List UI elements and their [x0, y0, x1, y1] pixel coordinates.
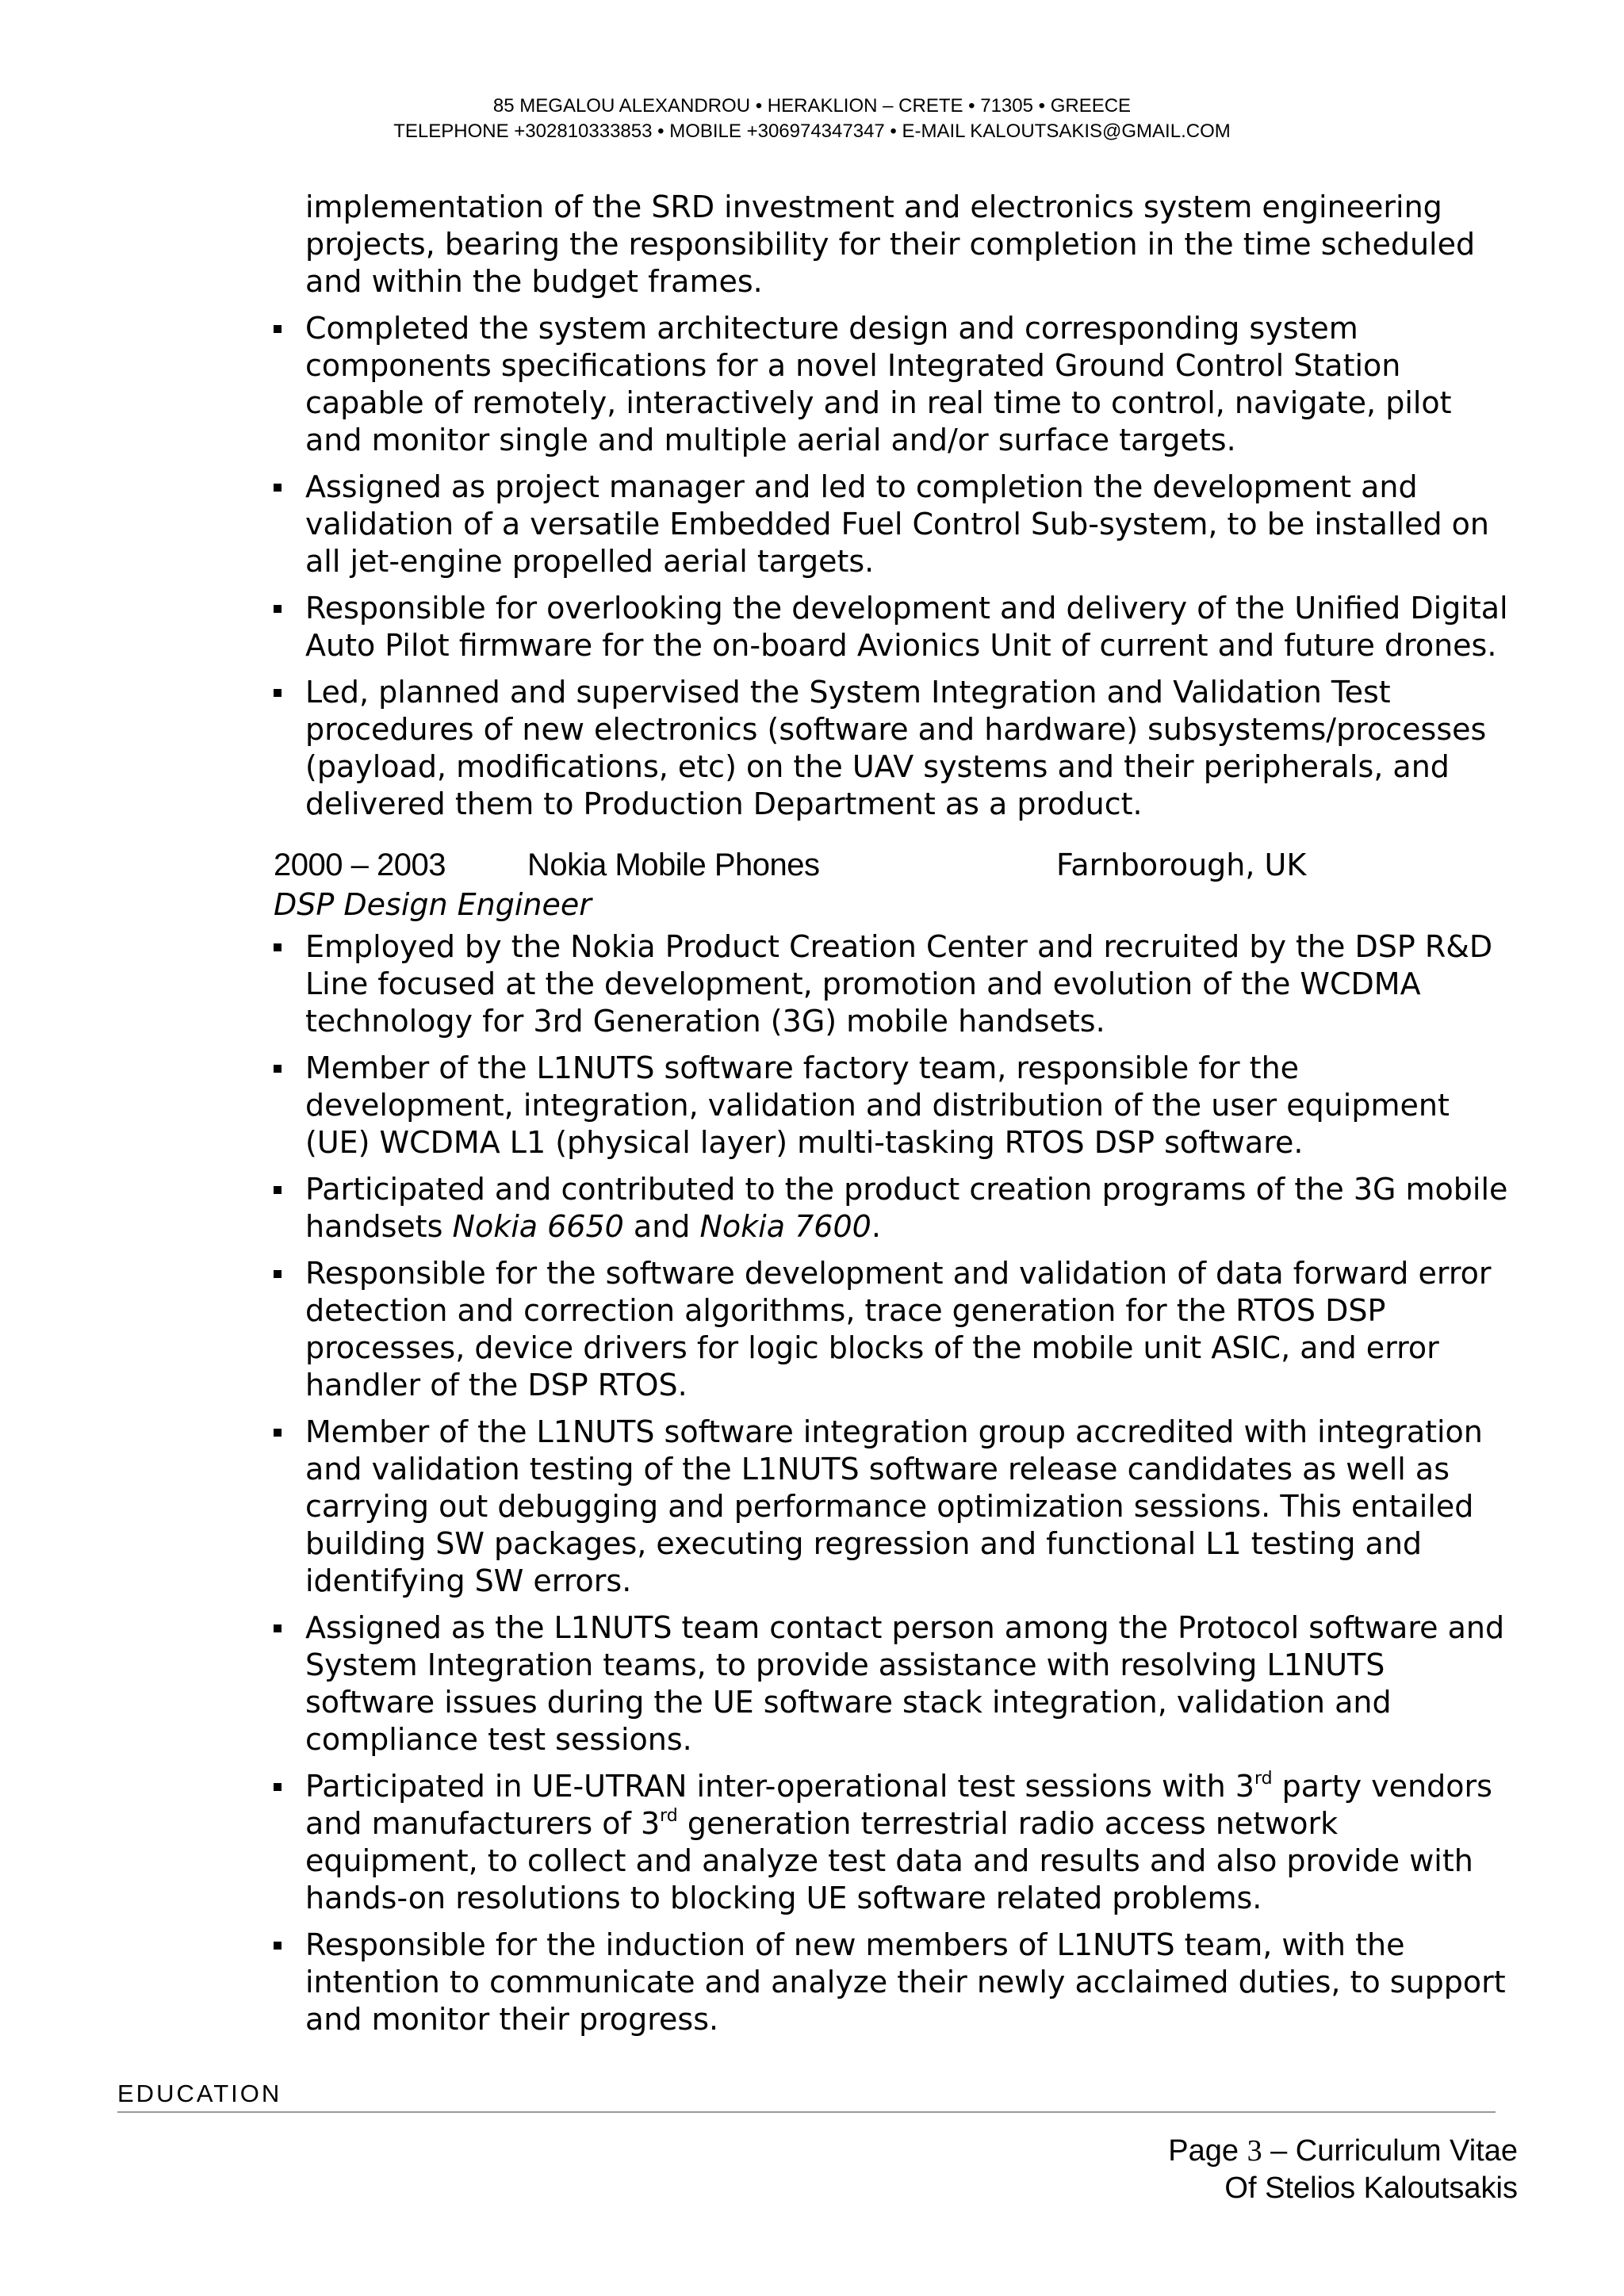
address-line: 85 MEGALOU ALEXANDROU • HERAKLION – CRETE • 71305 • GREECE	[492, 95, 1132, 117]
text-segment: Participated and contributed to the product creation programs of the 3G mobile handsets	[305, 1172, 1508, 1244]
bullet-icon	[274, 1429, 282, 1437]
footer-page-prefix: Page	[1168, 2134, 1247, 2168]
previous-job-bullets	[274, 310, 1511, 823]
list-item-text: Assigned as project manager and led to completion the development and validation of a versatile Embedded Fuel Control Sub-system, to be installed on all jet-engine propelled aerial targets.	[305, 469, 1489, 579]
list-item	[274, 590, 1511, 664]
list-item	[274, 1255, 1511, 1404]
text-segment: .	[871, 1209, 881, 1244]
text-segment: generation terrestrial radio access network equipment, to collect and analyze test data and results and also provide with hands-on resolutions to blocking UE software related problems.	[305, 1806, 1473, 1915]
bullet-icon	[274, 1942, 282, 1950]
list-item	[274, 674, 1511, 823]
continued-paragraph: implementation of the SRD investment and electronics system engineering projects, bearing the responsibility for their completion in the time scheduled and within the budget frames.	[305, 189, 1476, 299]
list-item	[274, 469, 1511, 580]
text-segment: Participated in UE-UTRAN inter-operational test sessions with 3	[305, 1769, 1254, 1804]
page-number: 3	[1247, 2134, 1262, 2168]
list-item-text: Member of the L1NUTS software factory team, responsible for the development, integration, validation and distribution of the user equipment (UE) WCDMA L1 (physical layer) multi-tasking RTOS DSP software.	[305, 1050, 1450, 1160]
text-segment: party vendors and manufacturers of 3	[305, 1769, 1492, 1841]
job-bullets	[274, 928, 1511, 2038]
job-header	[274, 847, 1511, 886]
bullet-icon	[274, 943, 282, 951]
superscript: rd	[1254, 1769, 1273, 1789]
list-item-text	[305, 1769, 1492, 1915]
list-item-text: Member of the L1NUTS software integration group accredited with integration and validation testing of the L1NUTS software release candidates as well as carrying out debugging and performance optimization sessions. This entailed building SW packages, executing regression and functional L1 testing and identifying SW errors.	[305, 1414, 1483, 1598]
job-company: Nokia Mobile Phones	[527, 848, 820, 882]
job-dates: 2000 – 2003	[274, 848, 446, 882]
list-item-text: Responsible for the induction of new members of L1NUTS team, with the intention to communicate and analyze their newly acclaimed duties, to support and monitor their progress.	[305, 1927, 1506, 2037]
list-item	[274, 1171, 1511, 1246]
list-item-text: Completed the system architecture design and corresponding system components specifications for a novel Integrated Ground Control Station capable of remotely, interactively and in real time to control, navigate, pilot and monitor single and multiple aerial and/or surface targets.	[305, 311, 1452, 457]
bullet-icon	[274, 1270, 282, 1278]
contact-line: TELEPHONE +302810333853 • MOBILE +306974347347 • E-MAIL KALOUTSAKIS@GMAIL.COM	[393, 121, 1231, 142]
list-item-text: Led, planned and supervised the System Integration and Validation Test procedures of new electronics (software and hardware) subsystems/processes (payload, modifications, etc) on the UAV systems and their peripherals, and delivered them to Production Department as a product.	[305, 675, 1487, 821]
list-item	[274, 310, 1511, 459]
bullet-icon	[274, 1783, 282, 1791]
list-item	[274, 1050, 1511, 1161]
job-title: DSP Design Engineer	[274, 887, 592, 922]
bullet-icon	[274, 1186, 282, 1194]
cv-content	[274, 189, 1511, 2048]
list-item-text: Employed by the Nokia Product Creation Center and recruited by the DSP R&D Line focused at the development, promotion and evolution of the WCDMA technology for 3rd Generation (3G) mobile handsets.	[305, 929, 1493, 1039]
job-location: Farnborough, UK	[1056, 848, 1307, 882]
list-item	[274, 1414, 1511, 1600]
product-name: Nokia 7600	[699, 1209, 871, 1244]
superscript: rd	[660, 1806, 678, 1826]
list-item	[274, 1927, 1511, 2038]
list-item-text: Responsible for the software development and validation of data forward error detection and correction algorithms, trace generation for the RTOS DSP processes, device drivers for logic blocks of the mobile unit ASIC, and error handler of the DSP RTOS.	[305, 1256, 1492, 1402]
page-header	[0, 94, 1624, 144]
education-heading: EDUCATION	[117, 2078, 1496, 2113]
footer-line-2: Of Stelios Kaloutsakis	[1224, 2172, 1518, 2205]
list-item	[274, 1768, 1511, 1917]
bullet-icon	[274, 325, 282, 333]
page-footer	[1168, 2133, 1518, 2207]
text-segment: and	[623, 1209, 700, 1244]
footer-line-1	[1168, 2133, 1518, 2170]
bullet-icon	[274, 484, 282, 492]
footer-page-suffix: – Curriculum Vitae	[1262, 2134, 1518, 2168]
list-item-text: Responsible for overlooking the development and delivery of the Unified Digital Auto Pilot firmware for the on-board Avionics Unit of current and future drones.	[305, 591, 1508, 663]
bullet-icon	[274, 1624, 282, 1632]
list-item	[274, 928, 1511, 1040]
product-name: Nokia 6650	[452, 1209, 624, 1244]
bullet-icon	[274, 605, 282, 613]
list-item	[274, 1609, 1511, 1758]
bullet-icon	[274, 689, 282, 697]
list-item-text	[305, 1172, 1507, 1244]
list-item-text: Assigned as the L1NUTS team contact person among the Protocol software and System Integration teams, to provide assistance with resolving L1NUTS software issues during the UE software stack integration, validation and compliance test sessions.	[305, 1610, 1505, 1757]
bullet-icon	[274, 1065, 282, 1073]
